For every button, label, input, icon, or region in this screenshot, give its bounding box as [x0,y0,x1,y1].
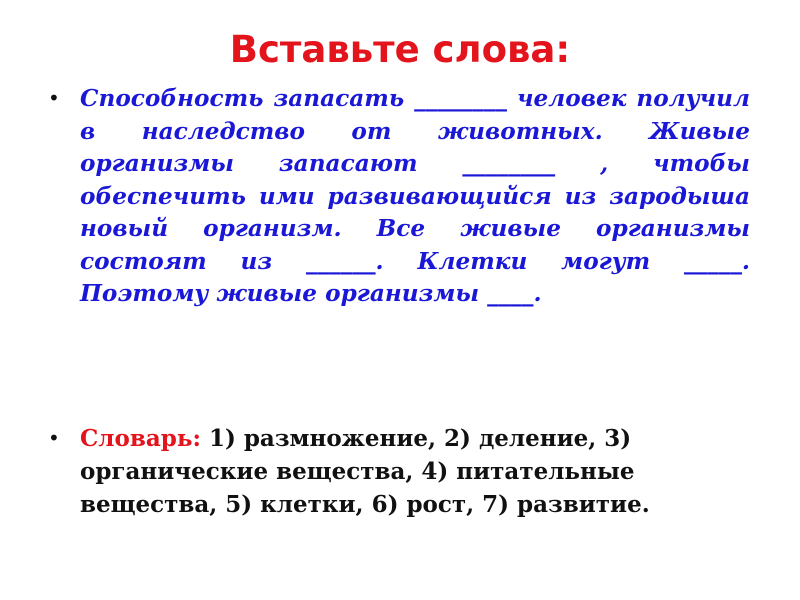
slide-title: Вставьте слова: [229,28,571,71]
dictionary-label: Словарь: [80,425,201,452]
dictionary-text: 1) размножение, 2) деление, 3) органические вещества, 4) питательные вещества, 5) клетки, 6) рост, 7) развитие. [80,425,650,518]
bullet-icon: • [48,426,60,450]
bullet-icon: • [48,86,60,110]
fill-in-task-text: Способность запасать ________ человек получил в наследство от животных. Живые организмы запасают ________ , чтобы обеспечить ими развивающийся из зародыша новый организм. Все живые организмы состоят из ______. Клетки могут _____. Поэтому живые организмы ____. [80,85,750,307]
dictionary-paragraph [80,422,750,521]
